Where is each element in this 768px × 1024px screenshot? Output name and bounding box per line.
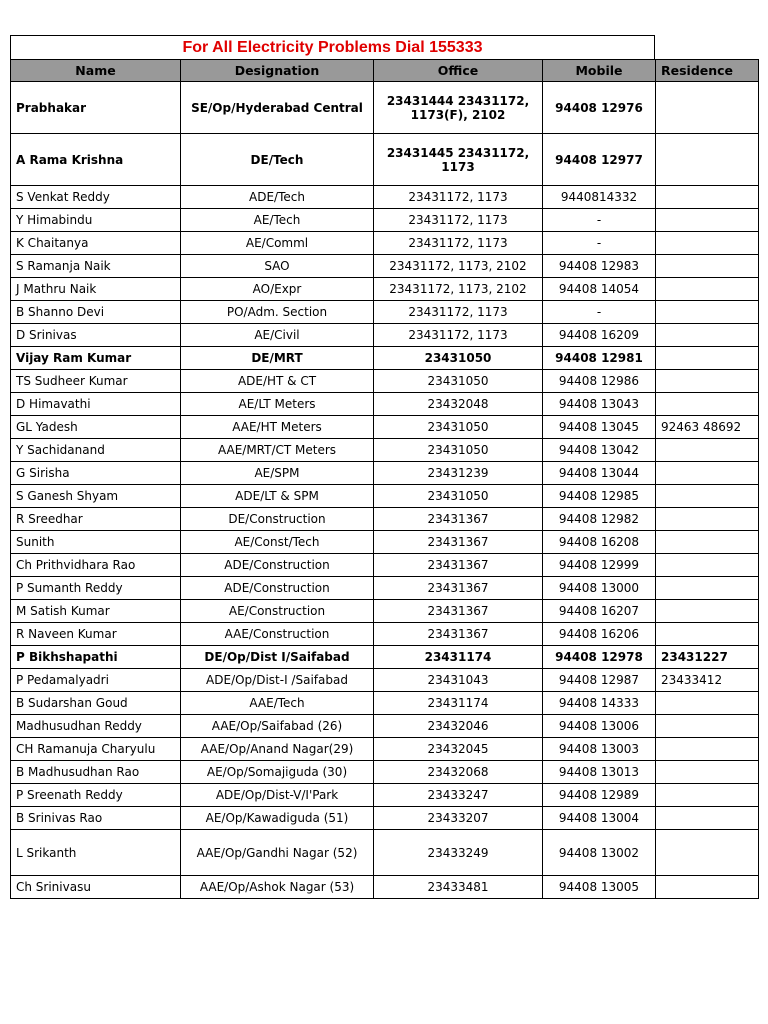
cell-designation: AE/Comml — [181, 232, 374, 255]
cell-residence — [656, 508, 759, 531]
cell-mobile: 94408 12983 — [543, 255, 656, 278]
cell-mobile: 94408 13003 — [543, 738, 656, 761]
cell-name: Prabhakar — [11, 82, 181, 134]
cell-residence — [656, 807, 759, 830]
cell-name: TS Sudheer Kumar — [11, 370, 181, 393]
column-header-designation: Designation — [181, 60, 374, 82]
cell-office: 23431367 — [374, 531, 543, 554]
cell-office: 23431367 — [374, 554, 543, 577]
cell-name: P Bikhshapathi — [11, 646, 181, 669]
table-row — [11, 393, 759, 416]
cell-office: 23431172, 1173, 2102 — [374, 255, 543, 278]
table-row — [11, 784, 759, 807]
cell-name: D Himavathi — [11, 393, 181, 416]
cell-office: 23431367 — [374, 508, 543, 531]
cell-residence: 23433412 — [656, 669, 759, 692]
cell-mobile: 94408 14054 — [543, 278, 656, 301]
cell-mobile: 9440814332 — [543, 186, 656, 209]
table-row — [11, 255, 759, 278]
cell-residence: 92463 48692 — [656, 416, 759, 439]
cell-office: 23431050 — [374, 347, 543, 370]
table-row — [11, 462, 759, 485]
table-row — [11, 715, 759, 738]
table-row — [11, 209, 759, 232]
cell-residence — [656, 255, 759, 278]
cell-name: S Venkat Reddy — [11, 186, 181, 209]
cell-name: P Sreenath Reddy — [11, 784, 181, 807]
cell-name: Y Sachidanand — [11, 439, 181, 462]
cell-residence — [656, 209, 759, 232]
table-row — [11, 485, 759, 508]
cell-mobile: 94408 12987 — [543, 669, 656, 692]
table-row — [11, 577, 759, 600]
cell-office: 23431444 23431172, 1173(F), 2102 — [374, 82, 543, 134]
cell-office: 23431050 — [374, 370, 543, 393]
cell-designation: AE/SPM — [181, 462, 374, 485]
cell-residence — [656, 278, 759, 301]
cell-office: 23433247 — [374, 784, 543, 807]
cell-designation: AAE/Op/Saifabad (26) — [181, 715, 374, 738]
cell-office: 23431445 23431172, 1173 — [374, 134, 543, 186]
cell-name: B Shanno Devi — [11, 301, 181, 324]
cell-residence — [656, 692, 759, 715]
cell-name: P Sumanth Reddy — [11, 577, 181, 600]
cell-designation: AE/Tech — [181, 209, 374, 232]
cell-residence — [656, 577, 759, 600]
cell-name: GL Yadesh — [11, 416, 181, 439]
cell-residence — [656, 324, 759, 347]
cell-office: 23431367 — [374, 600, 543, 623]
cell-name: R Naveen Kumar — [11, 623, 181, 646]
cell-residence — [656, 784, 759, 807]
cell-name: A Rama Krishna — [11, 134, 181, 186]
cell-office: 23431174 — [374, 646, 543, 669]
cell-residence — [656, 876, 759, 899]
cell-office: 23431172, 1173 — [374, 209, 543, 232]
cell-designation: AE/LT Meters — [181, 393, 374, 416]
cell-office: 23431172, 1173 — [374, 186, 543, 209]
table-row — [11, 186, 759, 209]
cell-office: 23433207 — [374, 807, 543, 830]
table-row — [11, 669, 759, 692]
table-row — [11, 623, 759, 646]
cell-designation: AAE/Tech — [181, 692, 374, 715]
cell-residence — [656, 623, 759, 646]
cell-residence — [656, 439, 759, 462]
table-row — [11, 82, 759, 134]
cell-office: 23431239 — [374, 462, 543, 485]
cell-office: 23431367 — [374, 623, 543, 646]
cell-designation: ADE/HT & CT — [181, 370, 374, 393]
table-row — [11, 508, 759, 531]
cell-mobile: 94408 16209 — [543, 324, 656, 347]
cell-name: Vijay Ram Kumar — [11, 347, 181, 370]
cell-designation: AE/Construction — [181, 600, 374, 623]
cell-office: 23431367 — [374, 577, 543, 600]
cell-name: Madhusudhan Reddy — [11, 715, 181, 738]
cell-mobile: 94408 13013 — [543, 761, 656, 784]
cell-mobile: 94408 13043 — [543, 393, 656, 416]
cell-office: 23431172, 1173 — [374, 324, 543, 347]
cell-office: 23431043 — [374, 669, 543, 692]
cell-designation: AO/Expr — [181, 278, 374, 301]
cell-name: R Sreedhar — [11, 508, 181, 531]
cell-mobile: 94408 12977 — [543, 134, 656, 186]
cell-residence — [656, 715, 759, 738]
cell-name: M Satish Kumar — [11, 600, 181, 623]
cell-mobile: - — [543, 301, 656, 324]
table-row — [11, 347, 759, 370]
cell-mobile: 94408 12985 — [543, 485, 656, 508]
cell-office: 23431172, 1173 — [374, 232, 543, 255]
cell-mobile: 94408 13045 — [543, 416, 656, 439]
table-row — [11, 738, 759, 761]
cell-residence — [656, 186, 759, 209]
cell-name: Ch Srinivasu — [11, 876, 181, 899]
cell-mobile: 94408 12982 — [543, 508, 656, 531]
table-row — [11, 134, 759, 186]
cell-residence: 23431227 — [656, 646, 759, 669]
cell-mobile: 94408 13002 — [543, 830, 656, 876]
cell-residence — [656, 830, 759, 876]
cell-residence — [656, 393, 759, 416]
table-row — [11, 324, 759, 347]
cell-office: 23432048 — [374, 393, 543, 416]
cell-designation: DE/MRT — [181, 347, 374, 370]
cell-name: CH Ramanuja Charyulu — [11, 738, 181, 761]
cell-mobile: 94408 13000 — [543, 577, 656, 600]
column-header-name: Name — [11, 60, 181, 82]
cell-office: 23433481 — [374, 876, 543, 899]
cell-residence — [656, 301, 759, 324]
cell-residence — [656, 134, 759, 186]
cell-mobile: 94408 12978 — [543, 646, 656, 669]
column-header-office: Office — [374, 60, 543, 82]
cell-designation: AE/Op/Kawadiguda (51) — [181, 807, 374, 830]
cell-designation: DE/Construction — [181, 508, 374, 531]
cell-residence — [656, 347, 759, 370]
cell-designation: AAE/HT Meters — [181, 416, 374, 439]
cell-mobile: 94408 13005 — [543, 876, 656, 899]
cell-mobile: 94408 14333 — [543, 692, 656, 715]
cell-mobile: 94408 12999 — [543, 554, 656, 577]
cell-name: K Chaitanya — [11, 232, 181, 255]
cell-office: 23431050 — [374, 416, 543, 439]
cell-name: J Mathru Naik — [11, 278, 181, 301]
cell-designation: AAE/Construction — [181, 623, 374, 646]
cell-residence — [656, 232, 759, 255]
table-row — [11, 439, 759, 462]
cell-office: 23431050 — [374, 439, 543, 462]
column-header-mobile: Mobile — [543, 60, 656, 82]
cell-designation: AE/Const/Tech — [181, 531, 374, 554]
table-row — [11, 370, 759, 393]
table-row — [11, 278, 759, 301]
cell-designation: ADE/Construction — [181, 554, 374, 577]
cell-designation: AAE/Op/Gandhi Nagar (52) — [181, 830, 374, 876]
cell-residence — [656, 531, 759, 554]
cell-office: 23431050 — [374, 485, 543, 508]
cell-mobile: 94408 13006 — [543, 715, 656, 738]
table-row — [11, 646, 759, 669]
cell-designation: AE/Op/Somajiguda (30) — [181, 761, 374, 784]
cell-name: Ch Prithvidhara Rao — [11, 554, 181, 577]
cell-designation: AAE/Op/Ashok Nagar (53) — [181, 876, 374, 899]
cell-mobile: 94408 12981 — [543, 347, 656, 370]
cell-office: 23433249 — [374, 830, 543, 876]
cell-residence — [656, 600, 759, 623]
cell-name: Sunith — [11, 531, 181, 554]
cell-name: P Pedamalyadri — [11, 669, 181, 692]
table-row — [11, 600, 759, 623]
cell-mobile: 94408 16207 — [543, 600, 656, 623]
cell-mobile: 94408 13044 — [543, 462, 656, 485]
cell-designation: ADE/Op/Dist-V/I'Park — [181, 784, 374, 807]
cell-designation: DE/Tech — [181, 134, 374, 186]
table-row — [11, 554, 759, 577]
cell-name: B Srinivas Rao — [11, 807, 181, 830]
cell-name: D Srinivas — [11, 324, 181, 347]
cell-name: S Ramanja Naik — [11, 255, 181, 278]
cell-residence — [656, 82, 759, 134]
cell-name: S Ganesh Shyam — [11, 485, 181, 508]
cell-name: G Sirisha — [11, 462, 181, 485]
cell-designation: PO/Adm. Section — [181, 301, 374, 324]
cell-office: 23431172, 1173, 2102 — [374, 278, 543, 301]
cell-designation: ADE/Tech — [181, 186, 374, 209]
cell-residence — [656, 370, 759, 393]
table-row — [11, 416, 759, 439]
cell-residence — [656, 485, 759, 508]
cell-mobile: 94408 12976 — [543, 82, 656, 134]
table-row — [11, 232, 759, 255]
contact-table — [10, 59, 759, 899]
header-row — [11, 60, 759, 82]
cell-residence — [656, 738, 759, 761]
table-row — [11, 876, 759, 899]
cell-mobile: - — [543, 232, 656, 255]
cell-designation: AAE/Op/Anand Nagar(29) — [181, 738, 374, 761]
cell-mobile: 94408 12986 — [543, 370, 656, 393]
cell-designation: ADE/LT & SPM — [181, 485, 374, 508]
table-row — [11, 761, 759, 784]
cell-designation: SE/Op/Hyderabad Central — [181, 82, 374, 134]
title-cell — [10, 35, 655, 59]
cell-residence — [656, 761, 759, 784]
cell-mobile: 94408 16206 — [543, 623, 656, 646]
cell-mobile: 94408 16208 — [543, 531, 656, 554]
cell-designation: AE/Civil — [181, 324, 374, 347]
table-row — [11, 301, 759, 324]
cell-name: B Madhusudhan Rao — [11, 761, 181, 784]
cell-name: Y Himabindu — [11, 209, 181, 232]
cell-residence — [656, 462, 759, 485]
cell-designation: SAO — [181, 255, 374, 278]
table-row — [11, 531, 759, 554]
cell-residence — [656, 554, 759, 577]
cell-designation: AAE/MRT/CT Meters — [181, 439, 374, 462]
column-header-residence: Residence — [656, 60, 759, 82]
cell-designation: ADE/Op/Dist-I /Saifabad — [181, 669, 374, 692]
cell-name: L Srikanth — [11, 830, 181, 876]
cell-mobile: 94408 12989 — [543, 784, 656, 807]
table-row — [11, 807, 759, 830]
cell-office: 23432046 — [374, 715, 543, 738]
cell-office: 23432068 — [374, 761, 543, 784]
cell-mobile: 94408 13004 — [543, 807, 656, 830]
cell-office: 23432045 — [374, 738, 543, 761]
cell-office: 23431172, 1173 — [374, 301, 543, 324]
table-row — [11, 692, 759, 715]
cell-designation: ADE/Construction — [181, 577, 374, 600]
cell-designation: DE/Op/Dist I/Saifabad — [181, 646, 374, 669]
cell-office: 23431174 — [374, 692, 543, 715]
cell-name: B Sudarshan Goud — [11, 692, 181, 715]
table-row — [11, 830, 759, 876]
page-title: For All Electricity Problems Dial 155333 — [182, 39, 483, 56]
cell-mobile: - — [543, 209, 656, 232]
cell-mobile: 94408 13042 — [543, 439, 656, 462]
